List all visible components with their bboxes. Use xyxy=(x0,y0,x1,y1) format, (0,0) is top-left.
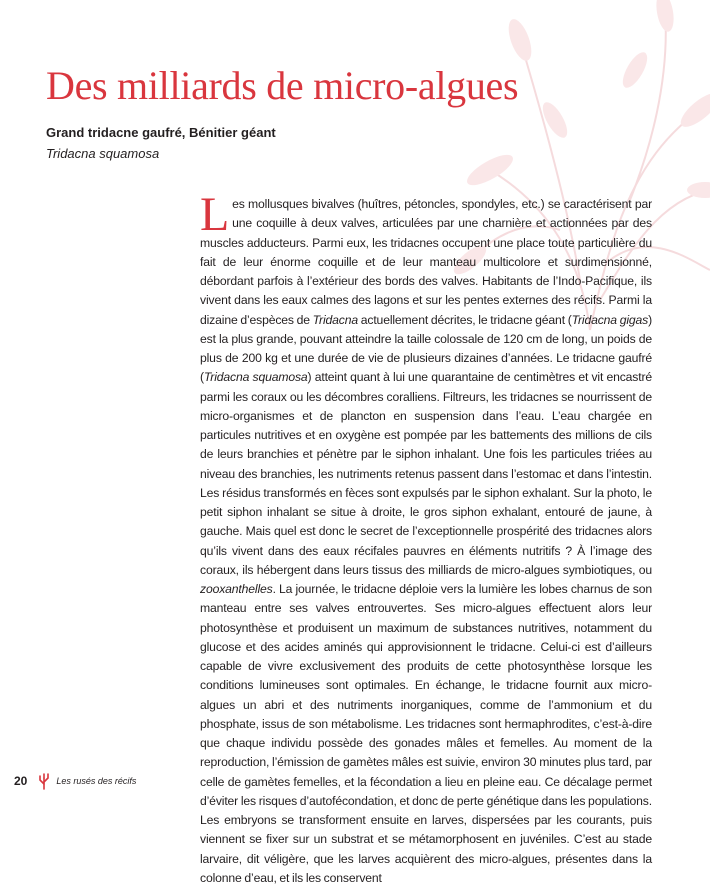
page-footer xyxy=(14,773,136,789)
article-italic-term: zooxanthelles xyxy=(200,582,273,596)
coral-branch-icon xyxy=(38,773,50,789)
article-text: ) atteint quant à lui une quarantaine de centimètres et vit encastré parmi les coraux ou les décombres coralliens. Filtreurs, les tridacnes se nourrissent de micro-organismes et de plancton en suspension dans l’eau. L’eau chargée en particules nutritives et en oxygène est pompée par les battements des millions de cils de leurs branchies et pénètre par le siphon inhalant. Une fois les particules triées au niveau des branchies, les nutriments retenus passent dans l’estomac et dans l’intestin. Les résidus transformés en fèces sont expulsés par le siphon exhalant. Sur la photo, le petit siphon inhalant se situe à droite, le gros siphon exhalant, entouré de jaune, à gauche. Mais quel est donc le secret de l’exceptionnelle prospérité des tridacnes alors qu’ils vivent dans des eaux récifales pauvres en éléments nutritifs ? À l’image des coraux, ils hébergent dans leurs tissus des milliards de micro-algues symbiotiques, ou xyxy=(200,370,652,577)
article-italic-term: Tridacna xyxy=(312,312,358,327)
article-text: . La journée, le tridacne déploie vers la lumière les lobes charnus de son manteau entre ses valves entrouvertes. Ses micro-algues effectuent alors leur photosynthèse et produisent un maximum de substances nutritives, notamment du glucose et des acides aminés qui approvisionnent le tridacne. Celui-ci est d’ailleurs capable de vivre exclusivement des produits de cette photosynthèse lorsque les conditions lumineuses sont optimales. En échange, le tridacne fournit aux micro-algues un abri et des nutriments inorganiques, comme de l’ammonium et du phosphate, issus de son métabolisme. Les tridacnes sont hermaphrodites, c’est-à-dire que chaque individu possède des gonades mâles et femelles. Au moment de la reproduction, l’émission de gamètes mâles est suivie, environ 30 minutes plus tard, par celle de gamètes femelles, et la fécondation a lieu en pleine eau. Ce décalage permet d’éviter les risques d’autofécondation, et donc de perte génétique dans les populations. Les embryons se transforment ensuite en larves, dispersées par les courants, puis viennent se fixer sur un substrat et se métamorphosent en juvéniles. C’est au stade larvaire, dit véligère, que les larves acquièrent des micro-algues, présentes dans la colonne d’eau, et ils les conservent xyxy=(200,582,652,885)
article-body xyxy=(200,188,652,885)
page-number: 20 xyxy=(14,774,28,788)
article-text: actuellement décrites, le tridacne géant ( xyxy=(357,312,572,327)
species-scientific-name: Tridacna squamosa xyxy=(46,146,160,161)
article-text: ) est la plus grande, pouvant atteindre la taille colossale de 120 cm de long, un poids de plus de 200 kg et une durée de vie de plusieurs dizaines d’années. Le tridacne gaufré ( xyxy=(200,312,652,385)
article-text: es mollusques bivalves (huîtres, pétoncles, spondyles, etc.) se caractérisent par une coquille à deux valves, articulées par une charnière et actionnées par des muscles adducteurs. Parmi eux, les tridacnes occupent une place toute particulière du fait de leur énorme coquille et de leur manteau multicolore et surdimensionné, débordant parfois à l’extérieur des bords des valves. Habitants de l’Indo-Pacifique, ils vivent dans les eaux calmes des lagons et sur les pentes externes des récifs. Parmi la dizaine d’espèces de xyxy=(200,197,652,327)
article-italic-term: Tridacna squamosa xyxy=(203,370,308,385)
species-common-name: Grand tridacne gaufré, Bénitier géant xyxy=(46,125,276,140)
drop-cap: L xyxy=(200,188,230,241)
article-italic-term: Tridacna gigas xyxy=(571,312,649,327)
page-title: Des milliards de micro-algues xyxy=(46,63,519,108)
book-title: Les rusés des récifs xyxy=(56,776,137,786)
